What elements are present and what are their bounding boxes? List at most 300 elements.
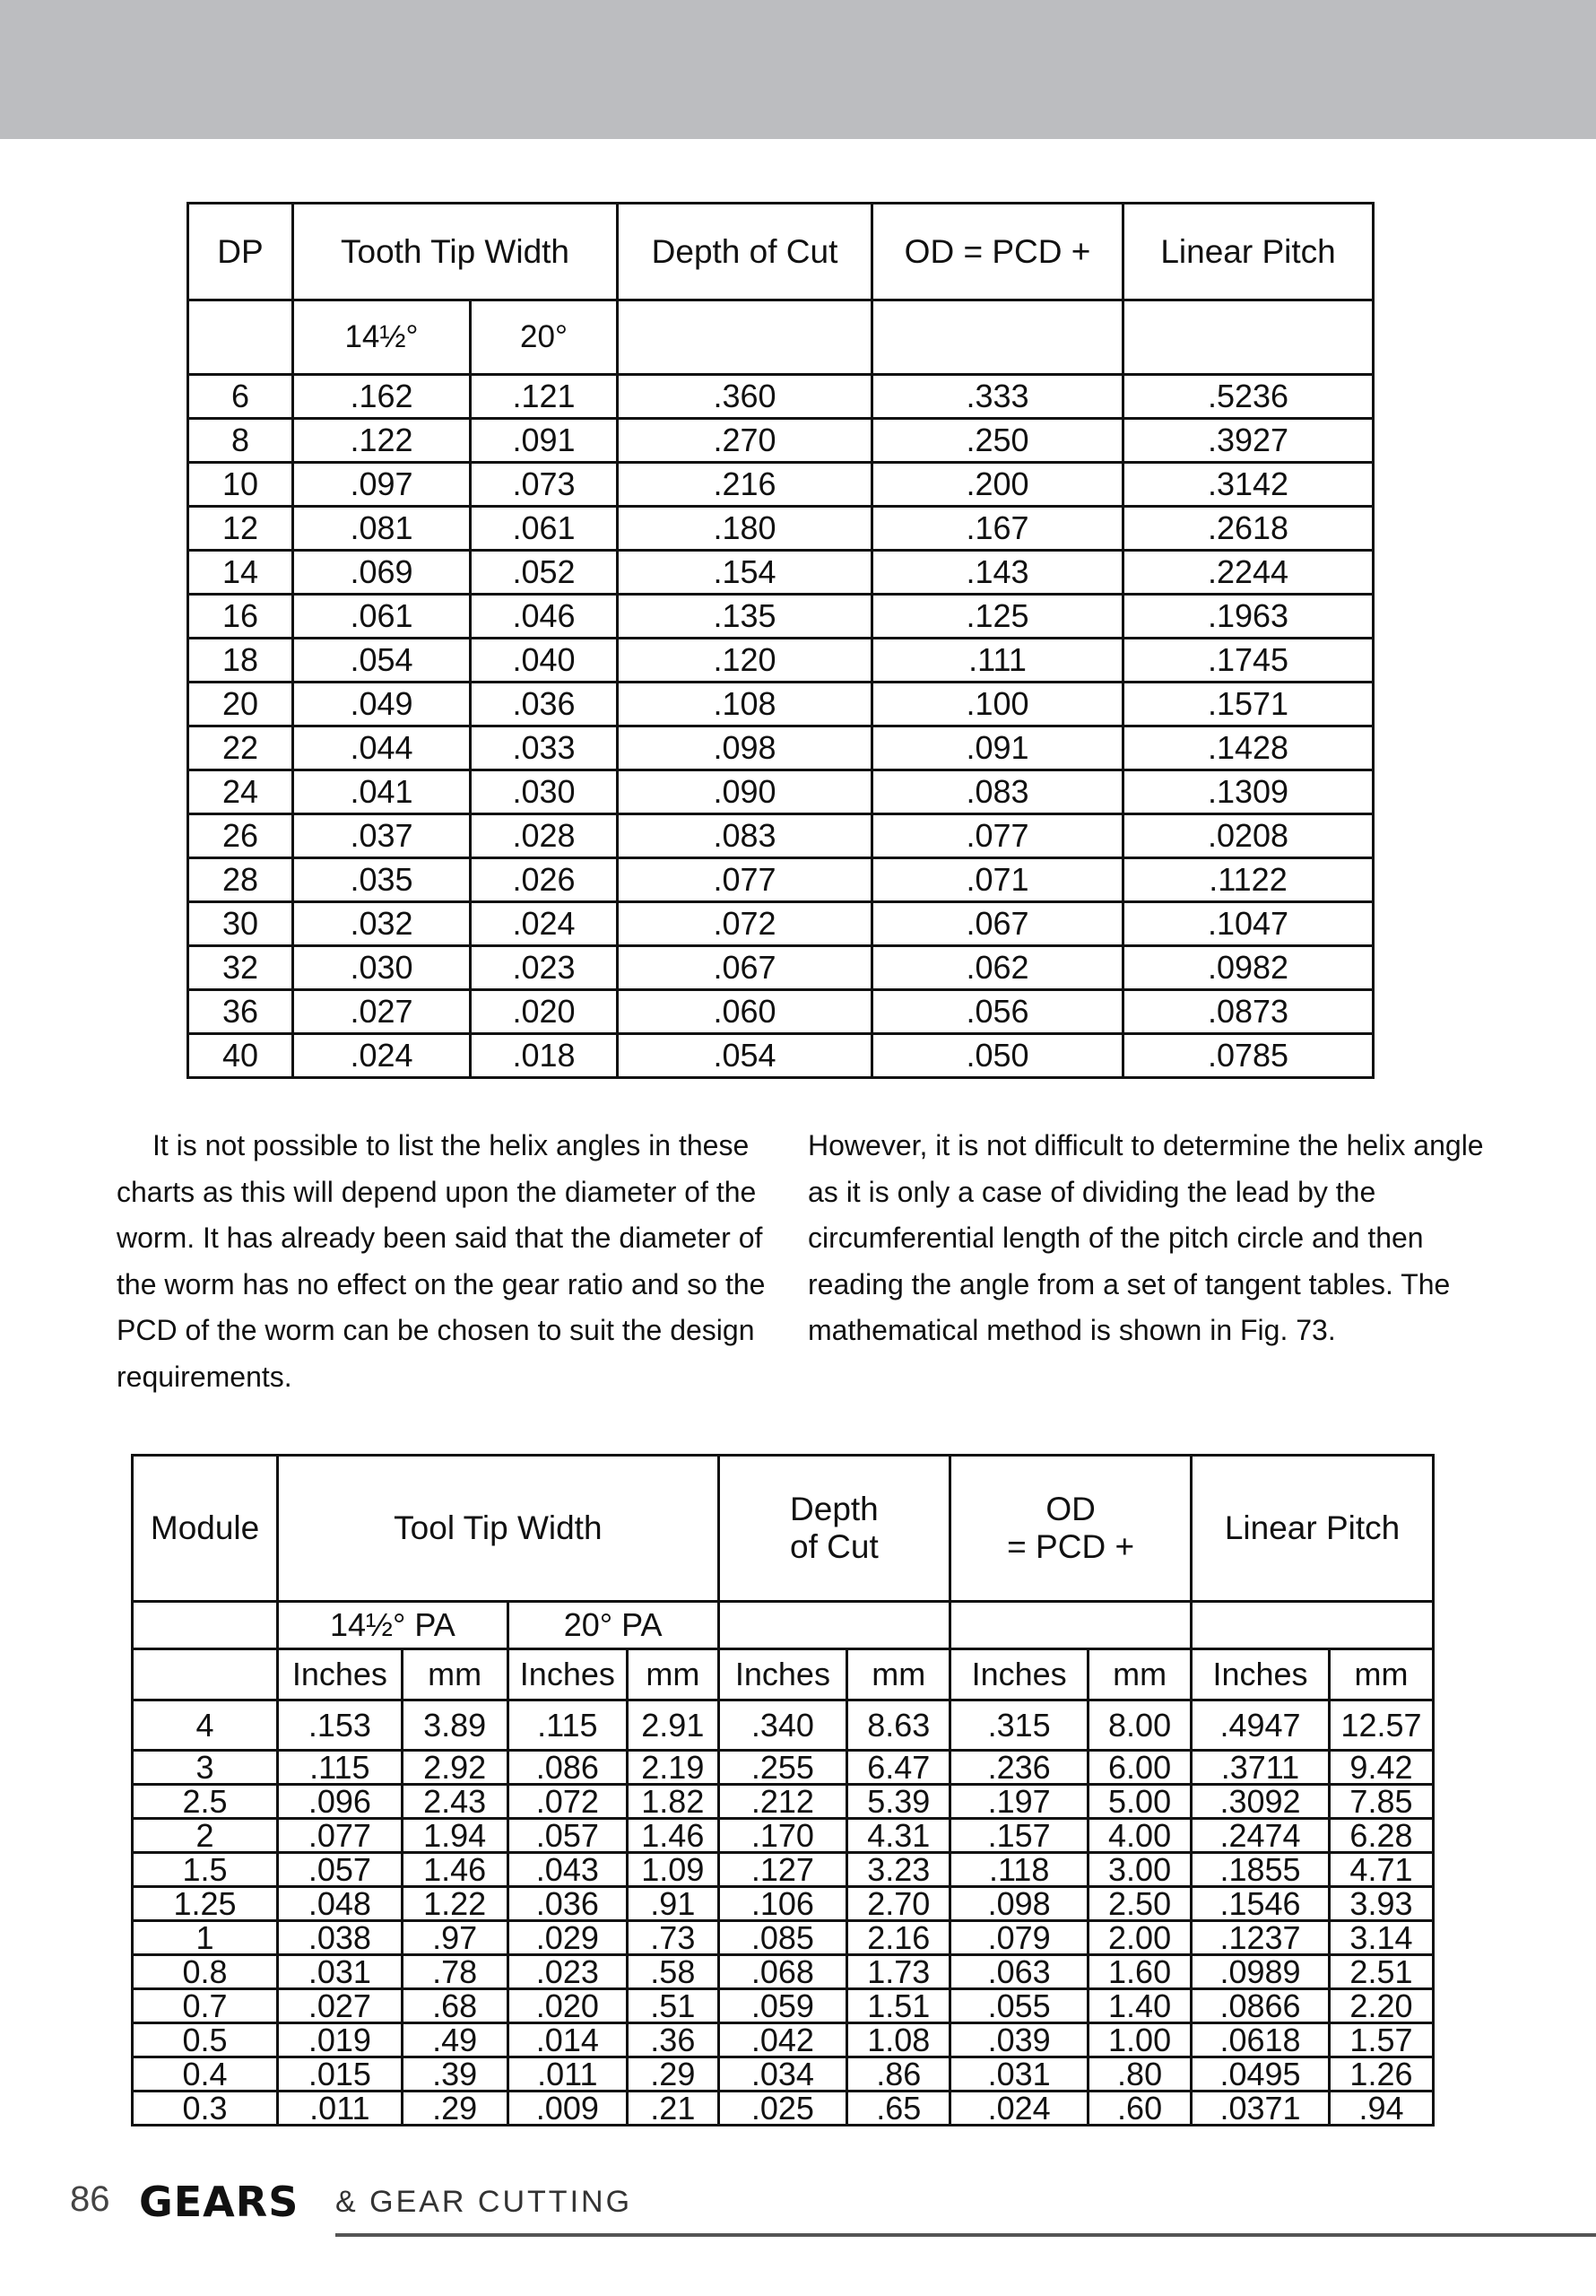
table-cell: .167: [872, 507, 1123, 551]
table-row: [188, 419, 1374, 463]
top-gray-bar: [0, 0, 1596, 139]
table-cell: .0989: [1192, 1955, 1330, 1989]
table-cell: .056: [872, 990, 1123, 1034]
table-cell: 2.43: [402, 1785, 507, 1819]
table-row: [188, 770, 1374, 814]
table-cell: .1963: [1123, 595, 1374, 639]
dp-value: 18: [188, 639, 293, 683]
table-cell: 2.91: [628, 1700, 719, 1751]
header-module: Module: [133, 1456, 278, 1602]
table-cell: .51: [628, 1989, 719, 2023]
table-cell: 1.00: [1089, 2023, 1192, 2057]
table-cell: .024: [950, 2092, 1089, 2126]
page-footer: [70, 2178, 1596, 2240]
table-cell: .061: [293, 595, 471, 639]
table-cell: .68: [402, 1989, 507, 2023]
dp-value: 28: [188, 858, 293, 902]
table-cell: 9.42: [1329, 1751, 1433, 1785]
table-cell: .250: [872, 419, 1123, 463]
table-cell: .068: [718, 1955, 847, 1989]
table-cell: .090: [618, 770, 872, 814]
table-cell: 12.57: [1329, 1700, 1433, 1751]
table-cell: 1.73: [847, 1955, 950, 1989]
table-cell: .030: [471, 770, 618, 814]
table-cell: .3711: [1192, 1751, 1330, 1785]
table-cell: 5.00: [1089, 1785, 1192, 1819]
table-row: [188, 639, 1374, 683]
table-cell: 2.51: [1329, 1955, 1433, 1989]
empty-cell: [950, 1602, 1192, 1649]
table-cell: .115: [507, 1700, 627, 1751]
table-cell: 6.28: [1329, 1819, 1433, 1853]
table-cell: .046: [471, 595, 618, 639]
subheader-14-5-deg: 14½°: [293, 300, 471, 375]
header-od: [950, 1456, 1192, 1602]
table-cell: .031: [950, 2057, 1089, 2092]
table-cell: .29: [402, 2092, 507, 2126]
subheader-20-deg: 20°: [471, 300, 618, 375]
table-cell: .1546: [1192, 1887, 1330, 1921]
table-row: [133, 2023, 1434, 2057]
table-cell: 3.00: [1089, 1853, 1192, 1887]
table-cell: 1.46: [628, 1819, 719, 1853]
empty-cell: [133, 1649, 278, 1700]
table-cell: 2.16: [847, 1921, 950, 1955]
table-cell: .65: [847, 2092, 950, 2126]
table-cell: .0873: [1123, 990, 1374, 1034]
table-cell: .054: [293, 639, 471, 683]
dp-value: 10: [188, 463, 293, 507]
table-cell: .024: [471, 902, 618, 946]
book-title-bold: GEARS: [139, 2178, 299, 2226]
table-cell: .315: [950, 1700, 1089, 1751]
table-cell: .125: [872, 595, 1123, 639]
table-cell: .048: [278, 1887, 403, 1921]
table-cell: .091: [471, 419, 618, 463]
dp-value: 32: [188, 946, 293, 990]
paragraph-right-text: However, it is not difficult to determine the helix angle as it is only a case of dividing the lead by the circumferential length of the pitch circle and then reading the angle from a set of tangent tables. The mathematical method is shown in Fig. 73.: [808, 1129, 1484, 1346]
table-cell: .121: [471, 375, 618, 419]
table-cell: .49: [402, 2023, 507, 2057]
table-cell: .026: [471, 858, 618, 902]
table-cell: .077: [278, 1819, 403, 1853]
paragraph-right: [808, 1123, 1489, 1354]
dp-value: 14: [188, 551, 293, 595]
table-row: [133, 1700, 1434, 1751]
dp-value: 26: [188, 814, 293, 858]
table-row: [188, 507, 1374, 551]
table-cell: .58: [628, 1955, 719, 1989]
module-value: 1.25: [133, 1887, 278, 1921]
table-cell: .216: [618, 463, 872, 507]
table-cell: .200: [872, 463, 1123, 507]
table-cell: .072: [507, 1785, 627, 1819]
table-cell: 1.51: [847, 1989, 950, 2023]
table-cell: .038: [278, 1921, 403, 1955]
header-depth-of-cut: [718, 1456, 950, 1602]
module-value: 0.3: [133, 2092, 278, 2126]
table-pa-row: [133, 1602, 1434, 1649]
table-row: [133, 1819, 1434, 1853]
table-cell: .4947: [1192, 1700, 1330, 1751]
table-cell: .009: [507, 2092, 627, 2126]
table-cell: 3.89: [402, 1700, 507, 1751]
table-cell: .061: [471, 507, 618, 551]
table-cell: 3.23: [847, 1853, 950, 1887]
table-header-row: [188, 204, 1374, 300]
empty-cell: [718, 1602, 950, 1649]
unit-label: Inches: [718, 1649, 847, 1700]
table-row: [188, 463, 1374, 507]
table-cell: .270: [618, 419, 872, 463]
table-cell: .032: [293, 902, 471, 946]
unit-label: Inches: [278, 1649, 403, 1700]
table-cell: .180: [618, 507, 872, 551]
header-depth-line1: Depth: [790, 1491, 879, 1527]
table-cell: .60: [1089, 2092, 1192, 2126]
unit-label: mm: [628, 1649, 719, 1700]
dp-value: 6: [188, 375, 293, 419]
table-cell: .085: [718, 1921, 847, 1955]
table-cell: .050: [872, 1034, 1123, 1078]
table-cell: .154: [618, 551, 872, 595]
unit-label: Inches: [1192, 1649, 1330, 1700]
table-cell: .340: [718, 1700, 847, 1751]
table-cell: 2.19: [628, 1751, 719, 1785]
table-cell: .015: [278, 2057, 403, 2092]
module-value: 1: [133, 1921, 278, 1955]
table-cell: 1.94: [402, 1819, 507, 1853]
empty-cell: [872, 300, 1123, 375]
table-cell: 7.85: [1329, 1785, 1433, 1819]
table-cell: .0982: [1123, 946, 1374, 990]
header-tooth-tip-width: Tooth Tip Width: [293, 204, 618, 300]
footer-rule: [335, 2233, 1596, 2237]
table-cell: .111: [872, 639, 1123, 683]
table-cell: .018: [471, 1034, 618, 1078]
table-cell: .044: [293, 726, 471, 770]
table-cell: 2.50: [1089, 1887, 1192, 1921]
table-row: [188, 902, 1374, 946]
module-value: 4: [133, 1700, 278, 1751]
table-cell: .360: [618, 375, 872, 419]
table-cell: .025: [718, 2092, 847, 2126]
table-cell: .100: [872, 683, 1123, 726]
table-row: [188, 1034, 1374, 1078]
table-cell: .042: [718, 2023, 847, 2057]
table-cell: .030: [293, 946, 471, 990]
table-cell: 1.09: [628, 1853, 719, 1887]
table-row: [133, 1853, 1434, 1887]
table-cell: 6.47: [847, 1751, 950, 1785]
table-cell: .0208: [1123, 814, 1374, 858]
table-cell: .1122: [1123, 858, 1374, 902]
table-cell: .055: [950, 1989, 1089, 2023]
table-cell: 3.93: [1329, 1887, 1433, 1921]
table-row: [188, 595, 1374, 639]
table-subheader-row: [188, 300, 1374, 375]
table-cell: .027: [293, 990, 471, 1034]
table-cell: .2244: [1123, 551, 1374, 595]
table-cell: 4.71: [1329, 1853, 1433, 1887]
table-cell: .071: [872, 858, 1123, 902]
table-cell: .023: [471, 946, 618, 990]
table-cell: .097: [293, 463, 471, 507]
table-row: [133, 2057, 1434, 2092]
table-cell: .73: [628, 1921, 719, 1955]
table-cell: .073: [471, 463, 618, 507]
table-cell: .0618: [1192, 2023, 1330, 2057]
table-row: [133, 1989, 1434, 2023]
table-cell: .098: [950, 1887, 1089, 1921]
table-cell: .39: [402, 2057, 507, 2092]
table-cell: .86: [847, 2057, 950, 2092]
table-cell: .057: [278, 1853, 403, 1887]
table-cell: .0371: [1192, 2092, 1330, 2126]
table-cell: .333: [872, 375, 1123, 419]
table-cell: .2474: [1192, 1819, 1330, 1853]
header-od-line1: OD: [1045, 1491, 1096, 1527]
table-cell: .040: [471, 639, 618, 683]
dp-value: 16: [188, 595, 293, 639]
table-row: [188, 990, 1374, 1034]
table-cell: .115: [278, 1751, 403, 1785]
table-cell: .197: [950, 1785, 1089, 1819]
table-cell: .170: [718, 1819, 847, 1853]
table-cell: .083: [872, 770, 1123, 814]
table-cell: 2.92: [402, 1751, 507, 1785]
empty-cell: [618, 300, 872, 375]
table-cell: .0785: [1123, 1034, 1374, 1078]
table-cell: .034: [718, 2057, 847, 2092]
module-value: 2.5: [133, 1785, 278, 1819]
table-cell: .91: [628, 1887, 719, 1921]
table-cell: .29: [628, 2057, 719, 2092]
table-row: [188, 375, 1374, 419]
dp-value: 20: [188, 683, 293, 726]
table-cell: .143: [872, 551, 1123, 595]
table-cell: 4.00: [1089, 1819, 1192, 1853]
table-cell: .3092: [1192, 1785, 1330, 1819]
table-cell: .069: [293, 551, 471, 595]
table-cell: .1855: [1192, 1853, 1330, 1887]
table-units-row: [133, 1649, 1434, 1700]
table-row: [188, 946, 1374, 990]
table-cell: .062: [872, 946, 1123, 990]
header-od-line2: = PCD +: [1007, 1528, 1135, 1565]
table-cell: .3927: [1123, 419, 1374, 463]
table-header-row: [133, 1456, 1434, 1602]
unit-label: mm: [1089, 1649, 1192, 1700]
table-cell: .037: [293, 814, 471, 858]
table-cell: .21: [628, 2092, 719, 2126]
table-cell: .2618: [1123, 507, 1374, 551]
table-cell: .059: [718, 1989, 847, 2023]
table-cell: .028: [471, 814, 618, 858]
book-title-light: & GEAR CUTTING: [335, 2185, 633, 2219]
subheader-20-pa: 20° PA: [507, 1602, 718, 1649]
table-row: [188, 858, 1374, 902]
table-cell: .072: [618, 902, 872, 946]
unit-label: Inches: [507, 1649, 627, 1700]
header-depth-line2: of Cut: [790, 1528, 879, 1565]
page-number: 86: [70, 2179, 110, 2219]
table-row: [133, 1955, 1434, 1989]
table-cell: .106: [718, 1887, 847, 1921]
table-row: [188, 726, 1374, 770]
table-cell: .157: [950, 1819, 1089, 1853]
table-cell: 2.20: [1329, 1989, 1433, 2023]
module-value: 1.5: [133, 1853, 278, 1887]
table-cell: .1237: [1192, 1921, 1330, 1955]
table-cell: .036: [507, 1887, 627, 1921]
table-cell: .0495: [1192, 2057, 1330, 2092]
table-cell: 3.14: [1329, 1921, 1433, 1955]
table-cell: .041: [293, 770, 471, 814]
table-cell: .049: [293, 683, 471, 726]
table-cell: 1.82: [628, 1785, 719, 1819]
unit-label: mm: [847, 1649, 950, 1700]
table-cell: .079: [950, 1921, 1089, 1955]
table-cell: .1428: [1123, 726, 1374, 770]
table-cell: .091: [872, 726, 1123, 770]
header-od: OD = PCD +: [872, 204, 1123, 300]
table-cell: .5236: [1123, 375, 1374, 419]
table-cell: .054: [618, 1034, 872, 1078]
unit-label: Inches: [950, 1649, 1089, 1700]
table-cell: .063: [950, 1955, 1089, 1989]
table-cell: 6.00: [1089, 1751, 1192, 1785]
table-cell: .011: [278, 2092, 403, 2126]
table-cell: .029: [507, 1921, 627, 1955]
table-cell: 1.22: [402, 1887, 507, 1921]
table-cell: .077: [618, 858, 872, 902]
table-cell: .1571: [1123, 683, 1374, 726]
empty-cell: [1123, 300, 1374, 375]
table-cell: 5.39: [847, 1785, 950, 1819]
table-cell: .0866: [1192, 1989, 1330, 2023]
table-row: [188, 551, 1374, 595]
module-table: [131, 1454, 1435, 2126]
table-cell: 1.57: [1329, 2023, 1433, 2057]
table-cell: .212: [718, 1785, 847, 1819]
table-cell: .019: [278, 2023, 403, 2057]
table-cell: .067: [618, 946, 872, 990]
paragraph-left-text: It is not possible to list the helix angles in these charts as this will depend upon the diameter of the worm. It has already been said that the diameter of the worm has no effect on the gear ratio and so the PCD of the worm can be chosen to suit the design requirements.: [117, 1129, 766, 1393]
dp-value: 24: [188, 770, 293, 814]
unit-label: mm: [402, 1649, 507, 1700]
module-value: 0.7: [133, 1989, 278, 2023]
dp-value: 30: [188, 902, 293, 946]
table-row: [133, 1887, 1434, 1921]
table-cell: .081: [293, 507, 471, 551]
table-cell: .033: [471, 726, 618, 770]
table-cell: .020: [471, 990, 618, 1034]
table-cell: .039: [950, 2023, 1089, 2057]
table-cell: .086: [507, 1751, 627, 1785]
table-cell: .1745: [1123, 639, 1374, 683]
header-tool-tip-width: Tool Tip Width: [278, 1456, 718, 1602]
table-cell: .94: [1329, 2092, 1433, 2126]
module-value: 2: [133, 1819, 278, 1853]
table-cell: .067: [872, 902, 1123, 946]
table-cell: .153: [278, 1700, 403, 1751]
header-linear-pitch: Linear Pitch: [1192, 1456, 1434, 1602]
table-cell: 1.40: [1089, 1989, 1192, 2023]
table-cell: .162: [293, 375, 471, 419]
table-row: [133, 1921, 1434, 1955]
table-cell: .024: [293, 1034, 471, 1078]
table-cell: 2.00: [1089, 1921, 1192, 1955]
table-cell: .014: [507, 2023, 627, 2057]
table-cell: .120: [618, 639, 872, 683]
table-cell: .255: [718, 1751, 847, 1785]
table-cell: 8.63: [847, 1700, 950, 1751]
empty-cell: [1192, 1602, 1434, 1649]
table-cell: 8.00: [1089, 1700, 1192, 1751]
table-cell: .083: [618, 814, 872, 858]
table-cell: .096: [278, 1785, 403, 1819]
table-cell: .97: [402, 1921, 507, 1955]
table-cell: .052: [471, 551, 618, 595]
table-cell: .118: [950, 1853, 1089, 1887]
table-cell: .077: [872, 814, 1123, 858]
table-cell: .057: [507, 1819, 627, 1853]
dp-value: 8: [188, 419, 293, 463]
table-cell: .035: [293, 858, 471, 902]
table-row: [133, 1751, 1434, 1785]
table-cell: 1.26: [1329, 2057, 1433, 2092]
unit-label: mm: [1329, 1649, 1433, 1700]
table-cell: .027: [278, 1989, 403, 2023]
table-cell: .135: [618, 595, 872, 639]
table-cell: .060: [618, 990, 872, 1034]
header-dp: DP: [188, 204, 293, 300]
table-cell: .127: [718, 1853, 847, 1887]
table-cell: 4.31: [847, 1819, 950, 1853]
table-cell: .020: [507, 1989, 627, 2023]
table-row: [133, 2092, 1434, 2126]
table-cell: .1309: [1123, 770, 1374, 814]
table-cell: .031: [278, 1955, 403, 1989]
table-cell: .78: [402, 1955, 507, 1989]
table-cell: .1047: [1123, 902, 1374, 946]
table-row: [188, 814, 1374, 858]
header-linear-pitch: Linear Pitch: [1123, 204, 1374, 300]
table-cell: .098: [618, 726, 872, 770]
module-value: 0.5: [133, 2023, 278, 2057]
table-row: [188, 683, 1374, 726]
empty-cell: [133, 1602, 278, 1649]
table-cell: .023: [507, 1955, 627, 1989]
table-row: [133, 1785, 1434, 1819]
dp-value: 40: [188, 1034, 293, 1078]
table-cell: 1.08: [847, 2023, 950, 2057]
table-cell: .011: [507, 2057, 627, 2092]
table-cell: .043: [507, 1853, 627, 1887]
dp-value: 36: [188, 990, 293, 1034]
table-cell: .80: [1089, 2057, 1192, 2092]
table-cell: .3142: [1123, 463, 1374, 507]
paragraph-left: [117, 1123, 780, 1400]
table-cell: 1.46: [402, 1853, 507, 1887]
table-cell: .236: [950, 1751, 1089, 1785]
module-value: 0.4: [133, 2057, 278, 2092]
table-cell: 1.60: [1089, 1955, 1192, 1989]
dp-value: 12: [188, 507, 293, 551]
diametral-pitch-table: [186, 202, 1375, 1079]
table-cell: 2.70: [847, 1887, 950, 1921]
